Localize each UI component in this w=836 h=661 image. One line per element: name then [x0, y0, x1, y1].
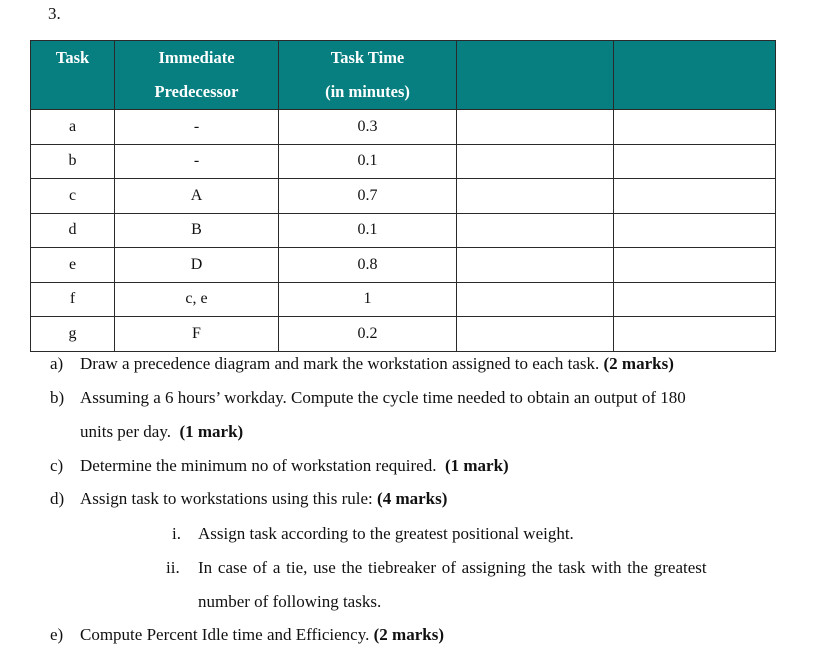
table-row	[31, 317, 776, 352]
header-task-label: Task	[55, 48, 90, 67]
cell-predecessor: A	[115, 179, 279, 214]
cell-predecessor: D	[115, 248, 279, 283]
cell-task: b	[31, 144, 115, 179]
question-b-line2	[80, 422, 243, 442]
header-blank-2	[614, 41, 776, 110]
cell-blank	[457, 213, 614, 248]
question-b-label: b)	[50, 388, 65, 407]
cell-time: 1	[279, 282, 457, 317]
table-row	[31, 144, 776, 179]
question-c-text	[80, 456, 509, 476]
question-c-label: c)	[50, 456, 64, 475]
cell-blank	[614, 213, 776, 248]
question-a-body: Draw a precedence diagram and mark the workstation assigned to each task.	[80, 354, 600, 373]
cell-blank	[614, 282, 776, 317]
header-task-time-line2: (in minutes)	[325, 82, 410, 101]
cell-blank	[457, 282, 614, 317]
question-d-i-label: i.	[172, 524, 181, 543]
question-e-marks: (2 marks)	[373, 625, 444, 644]
cell-blank	[614, 144, 776, 179]
question-d-ii-line1: In case of a tie, use the tiebreaker of assigning the task with the greatest	[198, 558, 707, 577]
table-row	[31, 248, 776, 283]
question-c-marks: (1 mark)	[444, 456, 509, 475]
question-d-ii-label: ii.	[166, 558, 180, 577]
cell-blank	[614, 317, 776, 352]
cell-time: 0.7	[279, 179, 457, 214]
cell-predecessor: -	[115, 144, 279, 179]
cell-blank	[614, 248, 776, 283]
header-blank-1	[457, 41, 614, 110]
cell-predecessor: c, e	[115, 282, 279, 317]
question-d-label: d)	[50, 489, 65, 508]
task-table	[30, 40, 776, 352]
header-predecessor-line2: Predecessor	[154, 82, 239, 101]
table-row	[31, 282, 776, 317]
table-row	[31, 110, 776, 145]
question-d-i-text: Assign task according to the greatest positional weight.	[198, 524, 574, 543]
question-c-body: Determine the minimum no of workstation required.	[80, 456, 437, 475]
cell-blank	[457, 110, 614, 145]
header-task-time	[279, 41, 457, 110]
question-d-text	[80, 489, 447, 509]
question-b-line1: Assuming a 6 hours’ workday. Compute the cycle time needed to obtain an output of 180	[80, 388, 686, 407]
cell-blank	[457, 179, 614, 214]
question-e-text	[80, 625, 444, 645]
question-e-body: Compute Percent Idle time and Efficiency.	[80, 625, 370, 644]
cell-task: c	[31, 179, 115, 214]
cell-task: d	[31, 213, 115, 248]
cell-blank	[614, 179, 776, 214]
question-b-body: units per day.	[80, 422, 171, 441]
cell-blank	[457, 317, 614, 352]
cell-predecessor: -	[115, 110, 279, 145]
cell-time: 0.2	[279, 317, 457, 352]
question-d-body: Assign task to workstations using this rule:	[80, 489, 373, 508]
question-number: 3.	[48, 4, 61, 23]
cell-blank	[457, 144, 614, 179]
header-predecessor-line1: Immediate	[158, 48, 235, 67]
question-d-ii-line2: number of following tasks.	[198, 592, 382, 611]
table-row	[31, 179, 776, 214]
cell-task: g	[31, 317, 115, 352]
cell-blank	[457, 248, 614, 283]
header-predecessor	[115, 41, 279, 110]
cell-time: 0.8	[279, 248, 457, 283]
cell-time: 0.1	[279, 144, 457, 179]
question-a-marks: (2 marks)	[603, 354, 674, 373]
question-b-marks: (1 mark)	[179, 422, 244, 441]
cell-time: 0.3	[279, 110, 457, 145]
cell-task: f	[31, 282, 115, 317]
question-e-label: e)	[50, 625, 64, 644]
header-task-time-line1: Task Time	[330, 48, 405, 67]
header-task	[31, 41, 115, 110]
table-header-row	[31, 41, 776, 110]
question-a-label: a)	[50, 354, 64, 373]
table-row	[31, 213, 776, 248]
cell-task: e	[31, 248, 115, 283]
cell-blank	[614, 110, 776, 145]
question-a-text	[80, 354, 674, 374]
cell-predecessor: B	[115, 213, 279, 248]
cell-task: a	[31, 110, 115, 145]
cell-time: 0.1	[279, 213, 457, 248]
question-d-marks: (4 marks)	[377, 489, 448, 508]
cell-predecessor: F	[115, 317, 279, 352]
